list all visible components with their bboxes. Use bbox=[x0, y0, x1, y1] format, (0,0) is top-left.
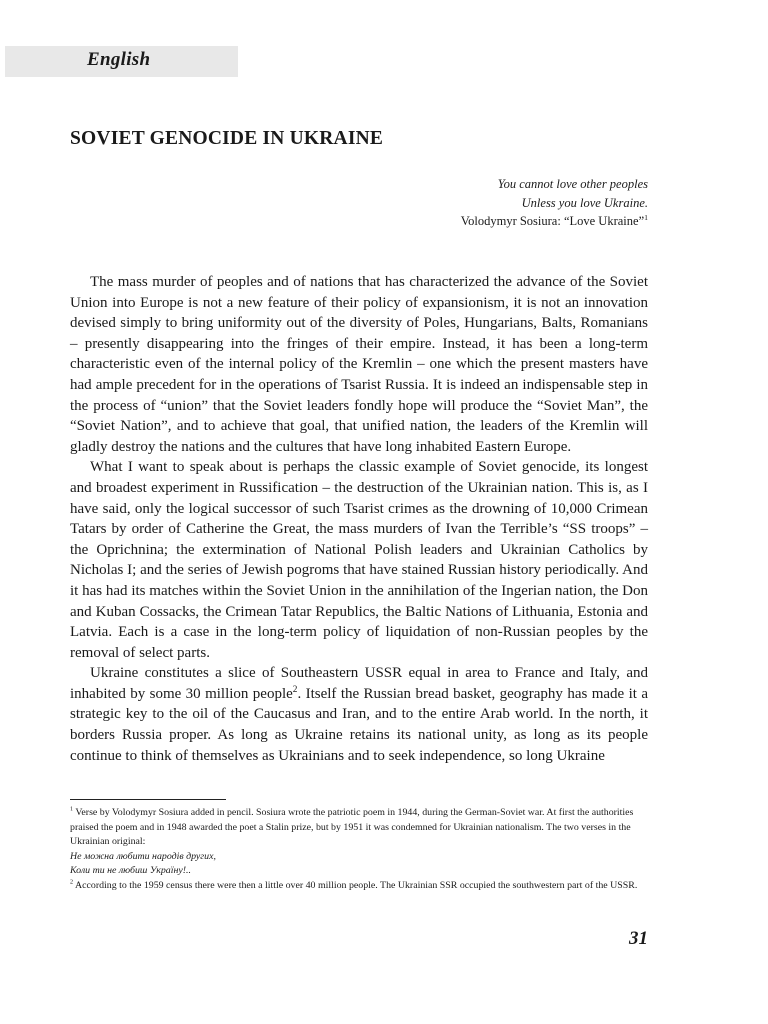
article-body bbox=[70, 272, 648, 766]
footnote-1 bbox=[70, 806, 650, 850]
footnotes bbox=[70, 806, 650, 894]
epigraph-attribution-text: Volodymyr Sosiura: “Love Ukraine” bbox=[460, 214, 645, 228]
footnote-2-mark: 2 bbox=[70, 879, 74, 886]
footnote-1-verse-1: Не можна любити народів других, bbox=[70, 850, 216, 862]
footnote-1-text: Verse by Volodymyr Sosiura added in pencil. Sosiura wrote the patriotic poem in 1944, during the German-Soviet war. At first the authorities praised the poem and in 1948 awarded the poet a Stalin prize, but by 1951 it was condemned for Ukrainian nationalism. The two verses in the Ukrainian original: bbox=[70, 807, 634, 848]
language-label: English bbox=[87, 49, 151, 70]
footnote-ref-1[interactable]: 1 bbox=[644, 212, 648, 222]
epigraph bbox=[461, 175, 648, 231]
footnote-1-mark: 1 bbox=[70, 806, 74, 813]
language-header bbox=[5, 46, 238, 77]
paragraph-2: What I want to speak about is perhaps the classic example of Soviet genocide, its longest and broadest experiment in Russification – the destruction of the Ukrainian nation. This is, as I have said, only the logical successor of such Tsarist crimes as the drowning of 10,000 Crimean Tatars by order of Catherine the Great, the mass murders of Ivan the Terrible’s “SS troops” – the Oprichnina; the extermination of National Polish leaders and Ukrainian Catholics by Nicholas I; and the series of Jewish pogroms that have stained Russian history periodically. And it has had its matches within the Soviet Union in the annihilation of the Ingerian nation, the Don and Kuban Cossacks, the Crimean Tatar Republics, the Baltic Nations of Lithuania, Estonia and Latvia. Each is a case in the long-term policy of liquidation of non-Russian peoples by the removal of select parts. bbox=[70, 459, 648, 661]
paragraph-3 bbox=[70, 663, 648, 766]
epigraph-line-1: You cannot love other peoples bbox=[497, 177, 648, 191]
paragraph-1: The mass murder of peoples and of nations that has characterized the advance of the Soviet Union into Europe is not a new feature of their policy of expansionism, it is not an innovation devised simply to bring uniformity out of the diversity of Poles, Hungarians, Balts, Romanians – presently disappearing into the fringes of their empire. Instead, it has been a long-term characteristic even of the internal policy of the Kremlin – one which the present masters have had ample precedent for in the operations of Tsarist Russia. It is indeed an indispensable step in the process of “union” that the Soviet leaders fondly hope will produce the “Soviet Man”, the “Soviet Nation”, and to achieve that goal, that unified nation, the leaders of the Kremlin will gladly destroy the nations and the cultures that have long inhabited Eastern Europe. bbox=[70, 274, 648, 455]
footnote-1-verse-2: Коли ти не любиш Україну!.. bbox=[70, 865, 191, 877]
footnote-divider bbox=[70, 799, 226, 800]
paragraph-3-part-1: Ukraine constitutes a slice of Southeastern USSR equal in area to France and Italy, and inhabited by some 30 million people bbox=[70, 665, 648, 702]
page-title: SOVIET GENOCIDE IN UKRAINE bbox=[70, 128, 384, 149]
epigraph-line-2: Unless you love Ukraine. bbox=[521, 195, 648, 210]
paragraph-3-part-2: . Itself the Russian bread basket, geography has made it a strategic key to the oil of the Caucasus and Iran, and to the entire Arab world. In the north, it borders Russia proper. As long as Ukraine retains its national unity, as long as its people continue to think of themselves as Ukrainians and to seek independence, so long Ukraine bbox=[70, 685, 648, 764]
footnote-2 bbox=[70, 879, 650, 894]
footnote-2-text: According to the 1959 census there were then a little over 40 million people. The Ukrainian SSR occupied the southwestern part of the USSR. bbox=[75, 879, 638, 891]
footnote-ref-2[interactable]: 2 bbox=[292, 684, 298, 695]
epigraph-attribution bbox=[461, 212, 648, 231]
page-number: 31 bbox=[629, 928, 648, 949]
